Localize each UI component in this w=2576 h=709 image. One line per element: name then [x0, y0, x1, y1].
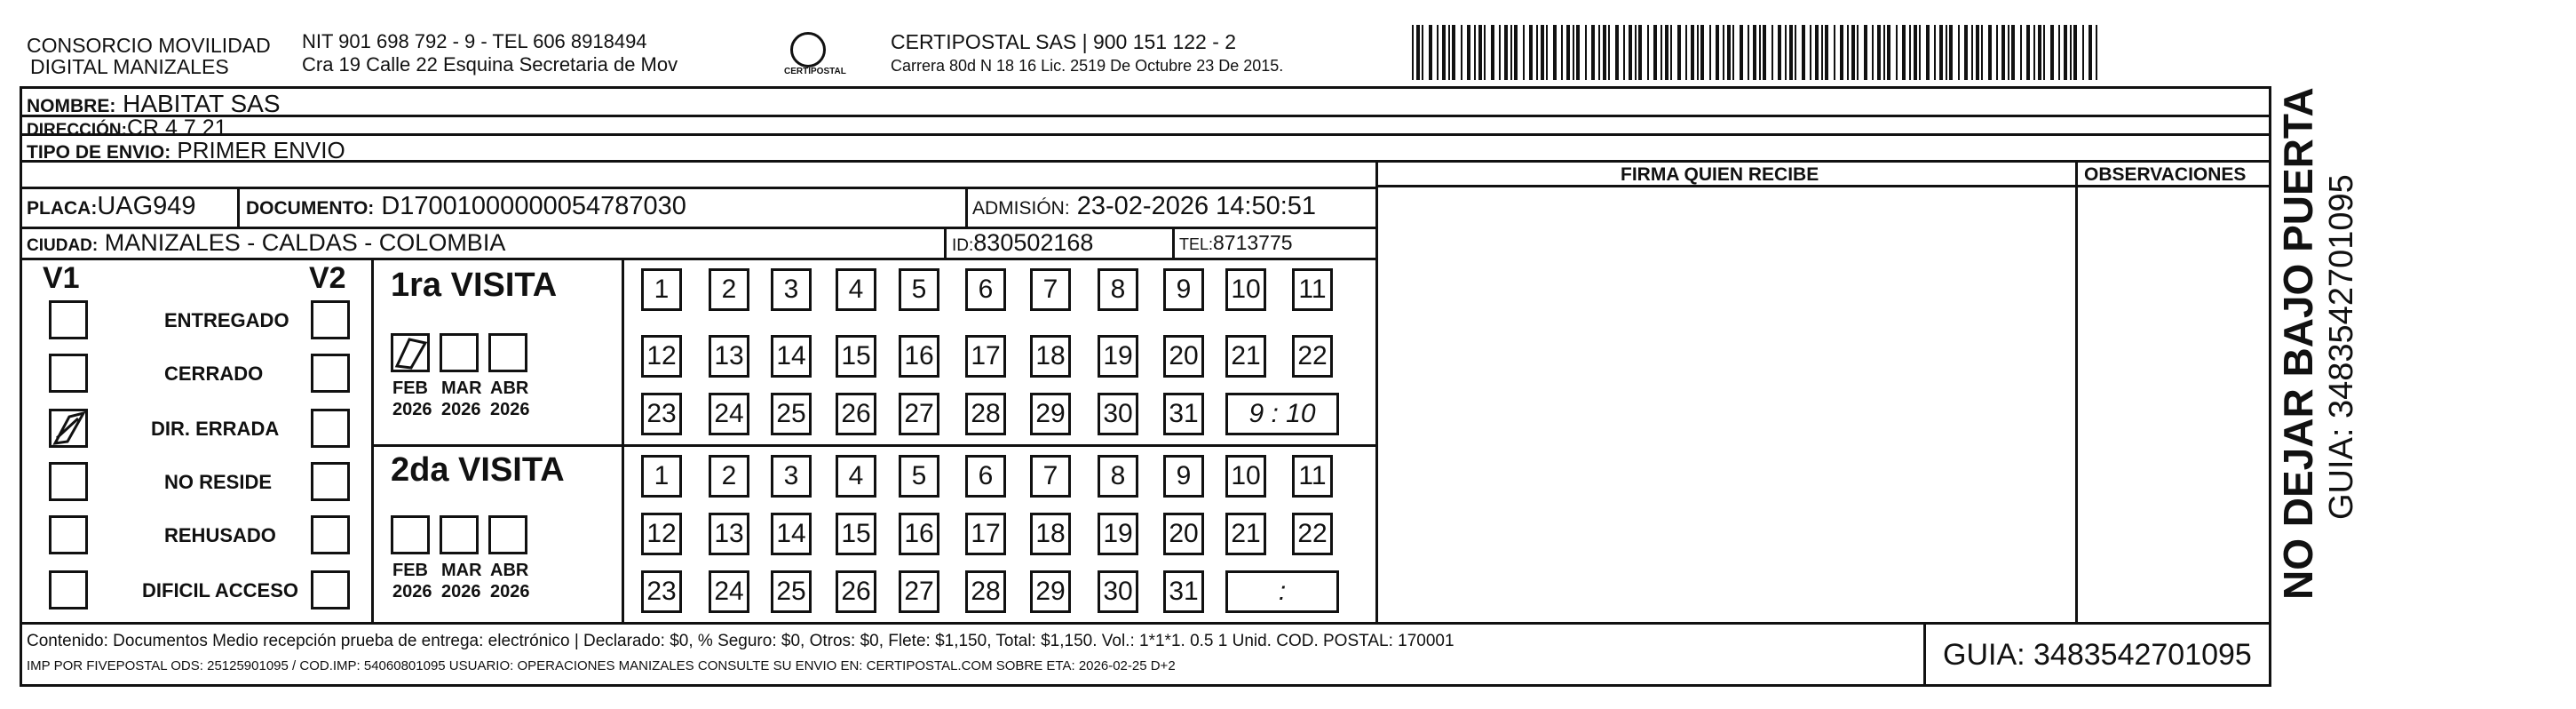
barcode-bar — [1716, 25, 1719, 80]
barcode-bar — [1883, 25, 1885, 80]
day-cell[interactable]: 25 — [771, 570, 812, 613]
day-cell[interactable]: 19 — [1098, 335, 1138, 378]
day-cell[interactable]: 27 — [899, 570, 939, 613]
barcode-bar — [1981, 25, 1983, 80]
barcode-bar — [1670, 25, 1672, 80]
day-cell[interactable]: 24 — [709, 570, 749, 613]
barcode-bar — [2033, 25, 2035, 80]
month-checkbox[interactable] — [440, 515, 479, 554]
barcode-bar — [1740, 25, 1743, 80]
barcode-bar — [1810, 25, 1811, 80]
shipment-type-row: TIPO DE ENVIO: PRIMER ENVIO — [27, 137, 345, 163]
day-cell[interactable]: 11 — [1292, 268, 1333, 311]
signature-area[interactable] — [1378, 188, 2075, 622]
barcode-bar — [1661, 25, 1662, 80]
month-checkbox[interactable] — [391, 515, 430, 554]
barcode-bar — [1727, 25, 1731, 80]
month-label: ABR — [490, 378, 529, 398]
barcode-bar — [1732, 25, 1734, 80]
barcode-bar — [1536, 25, 1538, 80]
certipostal-logo-icon — [790, 32, 826, 68]
check-mark-icon — [393, 336, 427, 370]
v2-checkbox[interactable] — [311, 300, 350, 339]
barcode-bar — [1603, 25, 1606, 80]
barcode-bar — [2008, 25, 2009, 80]
barcode-bar — [1851, 25, 1855, 80]
barcode-bar — [1412, 25, 1414, 80]
year-label: 2026 — [441, 400, 481, 419]
side-warning: NO DEJAR BAJO PUERTA — [2275, 87, 2321, 600]
day-cell[interactable]: 12 — [641, 513, 682, 555]
barcode-bar — [1748, 25, 1749, 80]
day-cell[interactable]: 18 — [1030, 513, 1071, 555]
id-field: ID:830502168 — [952, 229, 1094, 256]
day-cell[interactable]: 21 — [1225, 513, 1266, 555]
day-cell[interactable]: 23 — [641, 393, 682, 435]
barcode-bar — [1546, 25, 1548, 80]
barcode-bar — [1763, 25, 1766, 80]
barcode-bar — [1872, 25, 1874, 80]
day-cell[interactable]: 12 — [641, 335, 682, 378]
barcode-bar — [1785, 25, 1787, 80]
v1-checkbox[interactable] — [49, 570, 88, 609]
visit2-title: 2da VISITA — [391, 451, 565, 489]
month-label: MAR — [441, 561, 482, 580]
visit1-title: 1ra VISITA — [391, 267, 558, 304]
month-label: MAR — [441, 378, 482, 398]
barcode-bar — [1647, 25, 1649, 80]
barcode-bar — [1499, 25, 1501, 80]
barcode-bar — [1585, 25, 1587, 80]
day-cell[interactable]: 10 — [1225, 268, 1266, 311]
barcode-bar — [1653, 25, 1657, 80]
barcode-bar — [1437, 25, 1439, 80]
barcode-bar — [1491, 25, 1494, 80]
barcode-bar — [1615, 25, 1619, 80]
day-cell[interactable]: 23 — [641, 570, 682, 613]
contents-line: Contenido: Documentos Medio recepción prueba de entrega: electrónico | Declarado: $0, % Seguro: $0, Otros: $0, Flete: $1,150, Total: $1,150. Vol.: 1*1*1. 0.5 1 Unid. COD. POSTAL: 170001 — [27, 632, 1454, 650]
day-cell[interactable]: 21 — [1225, 335, 1266, 378]
status-label: CERRADO — [164, 362, 264, 385]
year-label: 2026 — [392, 400, 432, 419]
barcode-bar — [2082, 25, 2084, 80]
day-cell[interactable]: 3 — [771, 455, 812, 498]
barcode-bar — [1452, 25, 1455, 80]
logo-text: CERTIPOSTAL — [784, 67, 846, 76]
barcode-bar — [1996, 25, 1998, 80]
day-cell[interactable]: 9 — [1163, 268, 1204, 311]
barcode-bar — [1510, 25, 1512, 80]
v1-checkbox[interactable] — [49, 409, 88, 448]
barcode-bar — [1926, 25, 1930, 80]
day-cell[interactable]: 14 — [771, 335, 812, 378]
day-cell[interactable]: 20 — [1163, 335, 1204, 378]
barcode-bar — [1840, 25, 1843, 80]
day-cell[interactable]: 17 — [965, 335, 1006, 378]
sender-name: CONSORCIO MOVILIDAD — [27, 34, 271, 57]
barcode-bar — [1566, 25, 1570, 80]
year-label: 2026 — [490, 400, 530, 419]
barcode-bar — [1478, 25, 1482, 80]
barcode-bar — [1789, 25, 1793, 80]
day-cell[interactable]: 11 — [1292, 455, 1333, 498]
barcode-bar — [1467, 25, 1470, 80]
admission-field: ADMISIÓN: 23-02-2026 14:50:51 — [972, 192, 1317, 220]
barcode-bar — [1638, 25, 1642, 80]
year-label: 2026 — [490, 582, 530, 601]
barcode-bar — [1864, 25, 1867, 80]
day-cell[interactable]: 8 — [1098, 268, 1138, 311]
barcode-bar — [1958, 25, 1960, 80]
barcode-bar — [1976, 25, 1979, 80]
day-cell[interactable]: 7 — [1030, 455, 1071, 498]
day-cell[interactable]: 5 — [899, 455, 939, 498]
day-cell[interactable]: 26 — [836, 393, 876, 435]
year-label: 2026 — [441, 582, 481, 601]
barcode-bar — [1847, 25, 1849, 80]
barcode-bar — [1815, 25, 1819, 80]
day-cell[interactable]: 9 — [1163, 455, 1204, 498]
day-cell[interactable]: 7 — [1030, 268, 1071, 311]
barcode-bar — [1723, 25, 1724, 80]
day-cell[interactable]: 4 — [836, 455, 876, 498]
v2-checkbox[interactable] — [311, 570, 350, 609]
barcode-bar — [1691, 25, 1694, 80]
day-cell[interactable]: 28 — [965, 570, 1006, 613]
check-mark-icon — [52, 411, 85, 445]
barcode-bar — [1700, 25, 1704, 80]
status-label: DIFICIL ACCESO — [142, 579, 299, 601]
day-cell[interactable]: 22 — [1292, 513, 1333, 555]
month-checkbox[interactable] — [391, 333, 430, 372]
day-cell[interactable]: 31 — [1163, 570, 1204, 613]
barcode-bar — [1429, 25, 1432, 80]
carrier-line: CERTIPOSTAL SAS | 900 151 122 - 2 — [891, 30, 1237, 53]
recipient-name-row: NOMBRE: HABITAT SAS — [27, 90, 281, 117]
barcode-bar — [1484, 25, 1486, 80]
barcode-bar — [1834, 25, 1835, 80]
barcode-bar — [1635, 25, 1637, 80]
day-cell[interactable]: 26 — [836, 570, 876, 613]
day-cell[interactable]: 1 — [641, 455, 682, 498]
v2-checkbox[interactable] — [311, 409, 350, 448]
barcode-bar — [1665, 25, 1668, 80]
day-cell[interactable]: 17 — [965, 513, 1006, 555]
barcode-bar — [1573, 25, 1574, 80]
barcode-bar — [1448, 25, 1450, 80]
v1-checkbox[interactable] — [49, 354, 88, 393]
sender-address: Cra 19 Calle 22 Esquina Secretaria de Mov — [302, 53, 678, 76]
month-label: ABR — [490, 561, 529, 580]
observaciones-label: OBSERVACIONES — [2084, 164, 2247, 185]
observations-area[interactable] — [2078, 188, 2269, 622]
barcode-bar — [1598, 25, 1600, 80]
month-checkbox[interactable] — [440, 333, 479, 372]
barcode-bar — [1576, 25, 1580, 80]
v1-checkbox[interactable] — [49, 300, 88, 339]
barcode-bar — [1771, 25, 1773, 80]
barcode-bar — [1416, 25, 1420, 80]
barcode-bar — [2050, 25, 2054, 80]
plate-field: PLACA:UAG949 — [27, 192, 196, 220]
barcode-bar — [1553, 25, 1557, 80]
month-label: FEB — [392, 561, 428, 580]
sender-name-2: DIGITAL MANIZALES — [30, 55, 229, 78]
day-cell[interactable]: 25 — [771, 393, 812, 435]
visit-hour-box[interactable]: 9 : 10 — [1225, 393, 1339, 435]
day-cell[interactable]: 16 — [899, 513, 939, 555]
barcode-bar — [1821, 25, 1823, 80]
barcode-bar — [1523, 25, 1525, 80]
barcode-bar — [1857, 25, 1859, 80]
barcode-bar — [1934, 25, 1936, 80]
day-cell[interactable]: 8 — [1098, 455, 1138, 498]
barcode-bar — [1909, 25, 1911, 80]
barcode-bar — [1629, 25, 1632, 80]
day-cell[interactable]: 13 — [709, 513, 749, 555]
barcode-bar — [2038, 25, 2041, 80]
barcode-bar — [1949, 25, 1953, 80]
day-cell[interactable]: 24 — [709, 393, 749, 435]
day-cell[interactable]: 4 — [836, 268, 876, 311]
month-checkbox[interactable] — [488, 333, 527, 372]
document-field: DOCUMENTO: D17001000000054787030 — [246, 192, 686, 220]
visit-hour-box[interactable]: : — [1225, 570, 1339, 613]
barcode-bar — [2070, 25, 2072, 80]
barcode-bar — [1825, 25, 1828, 80]
guia-footer: GUIA: 3483542701095 — [1943, 638, 2252, 672]
barcode-bar — [1896, 25, 1898, 80]
carrier-address: Carrera 80d N 18 16 Lic. 2519 De Octubre 23 De 2015. — [891, 57, 1284, 75]
barcode-bar — [2026, 25, 2030, 80]
barcode-bar — [1988, 25, 1992, 80]
side-guia: GUIA: 3483542701095 — [2323, 174, 2360, 520]
day-cell[interactable]: 6 — [965, 455, 1006, 498]
day-cell[interactable]: 1 — [641, 268, 682, 311]
day-cell[interactable]: 5 — [899, 268, 939, 311]
barcode-bar — [2011, 25, 2015, 80]
month-label: FEB — [392, 378, 428, 398]
v1-label: V1 — [43, 261, 80, 295]
barcode-bar — [1919, 25, 1921, 80]
day-cell[interactable]: 29 — [1030, 570, 1071, 613]
barcode-bar — [1529, 25, 1533, 80]
barcode-bar — [1971, 25, 1973, 80]
barcode-bar — [1697, 25, 1699, 80]
day-cell[interactable]: 14 — [771, 513, 812, 555]
v2-checkbox[interactable] — [311, 515, 350, 554]
barcode-bar — [2001, 25, 2005, 80]
barcode-bar — [1442, 25, 1446, 80]
v2-checkbox[interactable] — [311, 462, 350, 501]
day-cell[interactable]: 16 — [899, 335, 939, 378]
day-cell[interactable]: 22 — [1292, 335, 1333, 378]
day-cell[interactable]: 15 — [836, 335, 876, 378]
city-field: CIUDAD: MANIZALES - CALDAS - COLOMBIA — [27, 229, 506, 256]
barcode-bar — [1623, 25, 1625, 80]
v1-checkbox[interactable] — [49, 515, 88, 554]
day-cell[interactable]: 29 — [1030, 393, 1071, 435]
barcode-bar — [1877, 25, 1881, 80]
barcode-bar — [1914, 25, 1917, 80]
barcode-bar — [1461, 25, 1462, 80]
firma-label: FIRMA QUIEN RECIBE — [1621, 164, 1819, 185]
barcode-bar — [2064, 25, 2067, 80]
barcode-bar — [1422, 25, 1423, 80]
day-cell[interactable]: 10 — [1225, 455, 1266, 498]
year-label: 2026 — [392, 582, 432, 601]
barcode-bar — [2043, 25, 2045, 80]
day-cell[interactable]: 15 — [836, 513, 876, 555]
day-cell[interactable]: 18 — [1030, 335, 1071, 378]
barcode-bar — [2020, 25, 2022, 80]
barcode-bar — [1795, 25, 1796, 80]
status-label: ENTREGADO — [164, 309, 289, 331]
barcode-bar — [1964, 25, 1968, 80]
day-cell[interactable]: 28 — [965, 393, 1006, 435]
v2-label: V2 — [309, 261, 346, 295]
status-label: DIR. ERRADA — [151, 418, 280, 440]
barcode-bar — [1561, 25, 1563, 80]
day-cell[interactable]: 27 — [899, 393, 939, 435]
day-cell[interactable]: 30 — [1098, 393, 1138, 435]
barcode-bar — [1514, 25, 1518, 80]
day-cell[interactable]: 2 — [709, 268, 749, 311]
imp-line: IMP POR FIVEPOSTAL ODS: 25125901095 / COD.IMP: 54060801095 USUARIO: OPERACIONES MANIZALES CONSULTE SU ENVIO EN: CERTIPOSTAL.COM SOBRE ETA: 2026-02-25 D+2 — [27, 658, 1176, 673]
recipient-address-row: DIRECCIÓN:CR 4 7 21 — [27, 116, 227, 140]
barcode-bar — [1541, 25, 1544, 80]
barcode-bar — [2058, 25, 2060, 80]
barcode-bar — [1709, 25, 1711, 80]
barcode-bar — [1677, 25, 1681, 80]
barcode-bar — [1902, 25, 1906, 80]
tel-field: TEL:8713775 — [1179, 231, 1293, 254]
barcode-bar — [1778, 25, 1781, 80]
day-cell[interactable]: 31 — [1163, 393, 1204, 435]
barcode-bar — [1685, 25, 1687, 80]
day-cell[interactable]: 3 — [771, 268, 812, 311]
barcode-bar — [1504, 25, 1508, 80]
day-cell[interactable]: 30 — [1098, 570, 1138, 613]
day-cell[interactable]: 2 — [709, 455, 749, 498]
barcode-bar — [2089, 25, 2092, 80]
barcode-bar — [1887, 25, 1890, 80]
barcode-bar — [1946, 25, 1947, 80]
nit-line: NIT 901 698 792 - 9 - TEL 606 8918494 — [302, 30, 647, 52]
barcode — [1412, 25, 2104, 80]
barcode-bar — [2096, 25, 2097, 80]
day-cell[interactable]: 6 — [965, 268, 1006, 311]
day-cell[interactable]: 19 — [1098, 513, 1138, 555]
barcode-bar — [1608, 25, 1610, 80]
v1-checkbox[interactable] — [49, 462, 88, 501]
status-label: REHUSADO — [164, 524, 276, 546]
day-cell[interactable]: 20 — [1163, 513, 1204, 555]
barcode-bar — [1474, 25, 1476, 80]
barcode-bar — [1759, 25, 1761, 80]
barcode-bar — [1753, 25, 1756, 80]
barcode-bar — [2073, 25, 2077, 80]
barcode-bar — [1591, 25, 1595, 80]
v2-checkbox[interactable] — [311, 354, 350, 393]
month-checkbox[interactable] — [488, 515, 527, 554]
barcode-bar — [1802, 25, 1805, 80]
status-label: NO RESIDE — [164, 471, 273, 493]
day-cell[interactable]: 13 — [709, 335, 749, 378]
barcode-bar — [1939, 25, 1943, 80]
